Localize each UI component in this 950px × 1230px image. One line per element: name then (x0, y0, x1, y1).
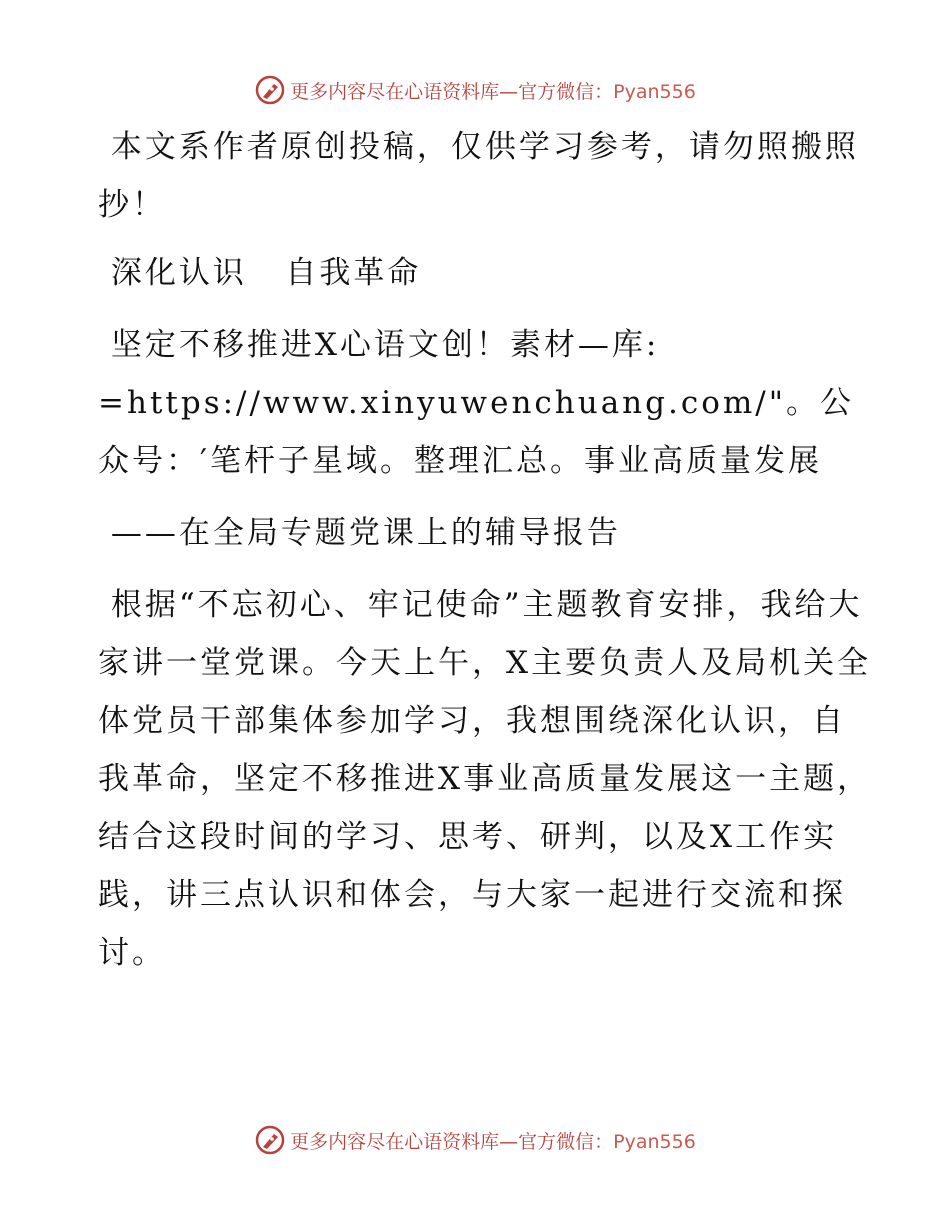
pen-nib-logo-icon (254, 74, 286, 106)
watermark-text (290, 77, 696, 104)
watermark-text (290, 1127, 696, 1154)
watermark-account: Pyan556 (613, 80, 696, 103)
watermark-account: Pyan556 (613, 1130, 696, 1153)
watermark-prefix: 更多内容尽在心语资料库—官方微信： (290, 80, 614, 103)
document-body (98, 118, 878, 982)
footer-watermark (0, 1120, 950, 1160)
body-paragraph: 根据“不忘初心、牢记使命”主题教育安排，我给大家讲一堂党课。今天上午，X主要负责人及局机关全体党员干部集体参加学习，我想围绕深化认识，自我革命，坚定不移推进X事业高质量发展这一主题，结合这段时间的学习、思考、研判，以及X工作实践，讲三点认识和体会，与大家一起进行交流和探讨。 (98, 587, 872, 971)
copyright-note: 本文系作者原创投稿，仅供学习参考，请勿照搬照抄！ (98, 129, 859, 223)
title-continuation: =https://www.xinyuwenchuang.com/"。公众号：′笔杆子星域。整理汇总。事业高质量发展 (98, 385, 854, 479)
watermark-prefix: 更多内容尽在心语资料库—官方微信： (290, 1130, 614, 1153)
heading-line: 深化认识 自我革命 (98, 255, 422, 291)
title-line: 坚定不移推进X心语文创！素材—库: (98, 327, 660, 363)
header-watermark (0, 70, 950, 110)
pen-nib-logo-icon (254, 1124, 286, 1156)
subtitle: ——在全局专题党课上的辅导报告 (98, 515, 621, 551)
